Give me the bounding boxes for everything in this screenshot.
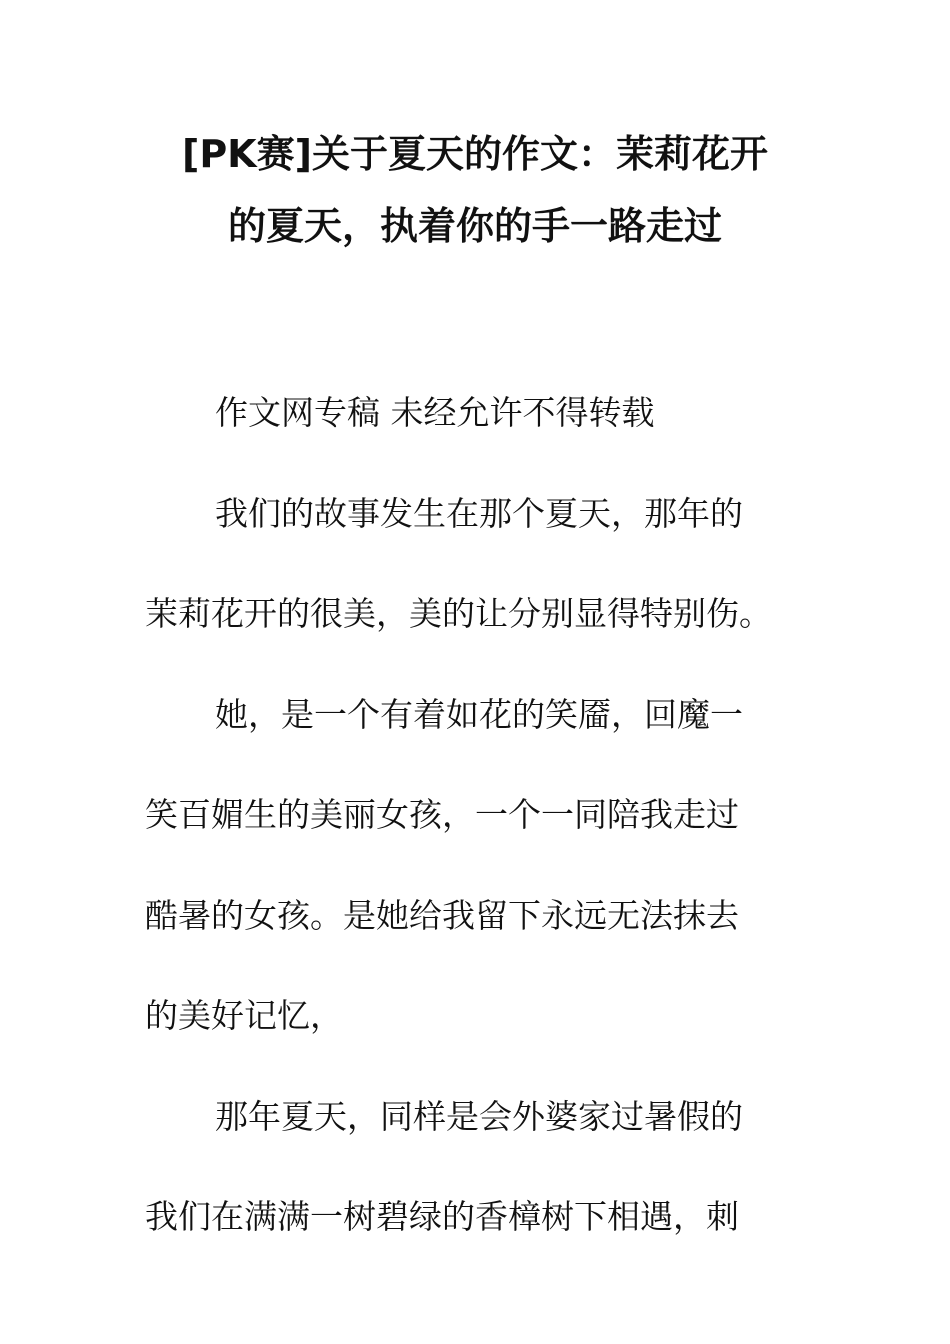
paragraph-2 xyxy=(145,665,835,1067)
paragraph-notice xyxy=(145,363,835,464)
paragraph-line: 我们在满满一树碧绿的香樟树下相遇，刺 xyxy=(145,1197,739,1236)
paragraph-line: 笑百媚生的美丽女孩，一个一同陪我走过 xyxy=(145,795,739,834)
title-line-1: [PK赛]关于夏天的作文：茉莉花开 xyxy=(181,132,769,176)
paragraph-line: 作文网专稿 未经允许不得转载 xyxy=(215,393,655,432)
paragraph-line: 酷暑的女孩。是她给我留下永远无法抹去 xyxy=(145,895,739,935)
paragraph-line: 那年夏天，同样是会外婆家过暑假的 xyxy=(215,1096,743,1136)
paragraph-3 xyxy=(145,1067,835,1268)
document-body xyxy=(145,363,835,1268)
paragraph-1 xyxy=(145,464,835,665)
paragraph-line: 的美好记忆， xyxy=(145,996,343,1035)
document-title xyxy=(120,118,830,262)
title-line-2: 的夏天，执着你的手一路走过 xyxy=(227,204,722,248)
paragraph-line: 她，是一个有着如花的笑靥，回魔一 xyxy=(215,694,743,734)
paragraph-line: 我们的故事发生在那个夏天，那年的 xyxy=(215,493,743,533)
paragraph-line: 茉莉花开的很美，美的让分别显得特别伤。 xyxy=(145,594,772,633)
